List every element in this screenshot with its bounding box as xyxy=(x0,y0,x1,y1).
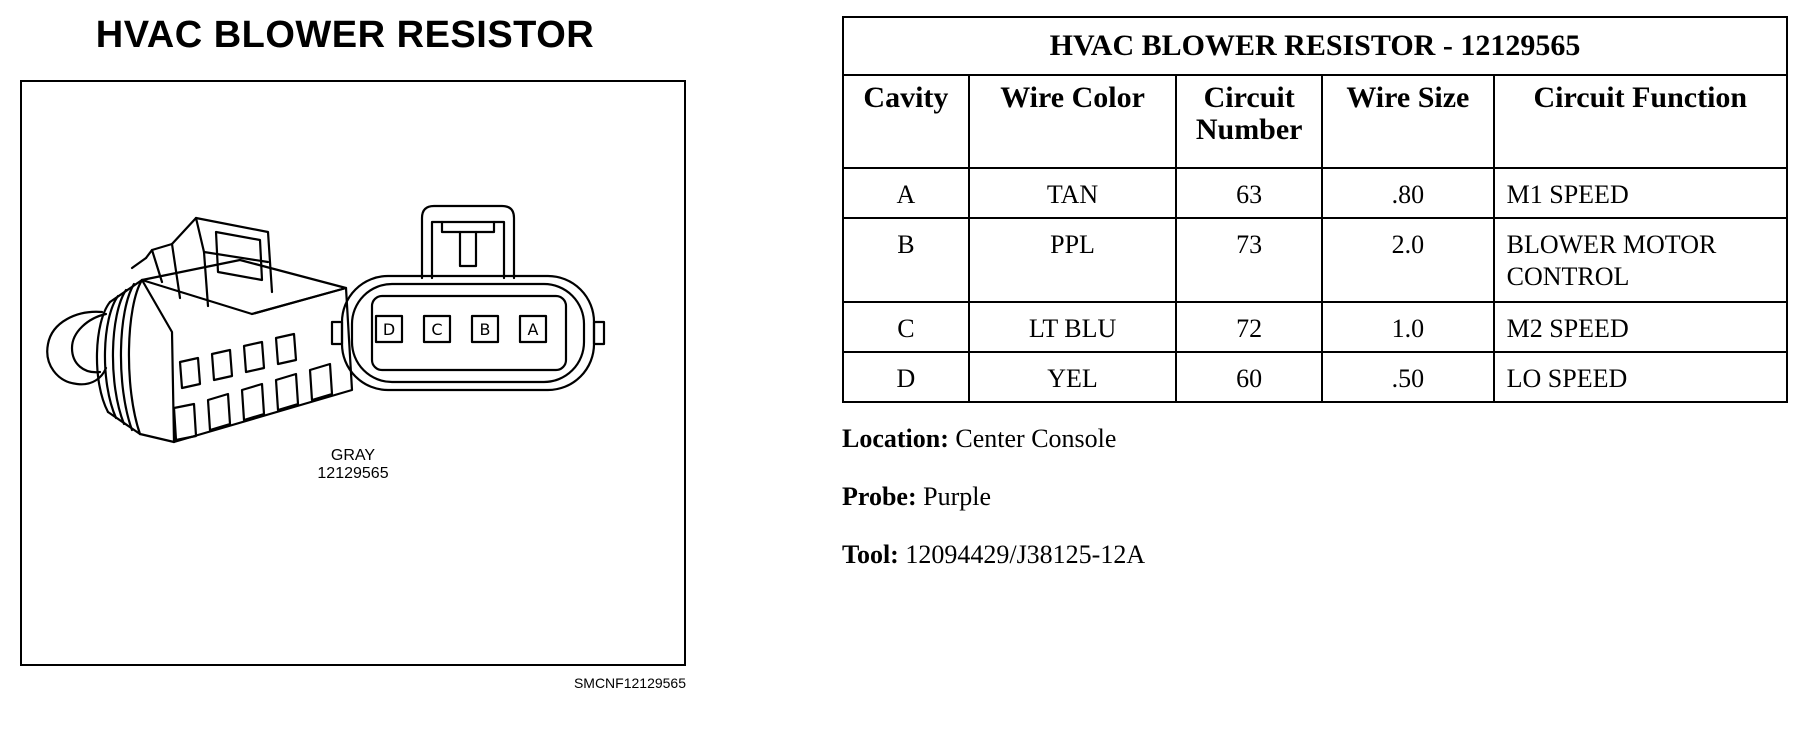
table-row xyxy=(843,218,1787,302)
table-row xyxy=(843,168,1787,218)
cell-wire-color: TAN xyxy=(969,168,1176,218)
cell-wire-color: YEL xyxy=(969,352,1176,402)
table-row xyxy=(843,352,1787,402)
connector-color-label: GRAY xyxy=(330,447,376,464)
location-value: Center Console xyxy=(955,424,1117,453)
cell-size: .80 xyxy=(1322,168,1494,218)
cavity-label-c: C xyxy=(431,320,443,339)
cell-circuit: 63 xyxy=(1176,168,1322,218)
header-wire-color: Wire Color xyxy=(969,75,1176,168)
cell-function: BLOWER MOTOR CONTROL xyxy=(1494,218,1787,302)
figure-reference: SMCNF12129565 xyxy=(573,675,686,691)
header-wire-size: Wire Size xyxy=(1322,75,1494,168)
table-header-row xyxy=(843,75,1787,168)
cell-circuit: 73 xyxy=(1176,218,1322,302)
probe-label: Probe: xyxy=(842,482,917,511)
header-cavity: Cavity xyxy=(843,75,969,168)
header-circuit-function: Circuit Function xyxy=(1494,75,1787,168)
cell-size: .50 xyxy=(1322,352,1494,402)
connector-front-view xyxy=(332,206,604,390)
connector-figure xyxy=(20,80,686,666)
cavity-label-d: D xyxy=(382,320,396,339)
diagram-title: HVAC BLOWER RESISTOR xyxy=(95,14,595,56)
cavity-label-a: A xyxy=(527,320,539,339)
tool-label: Tool: xyxy=(842,540,899,569)
cell-circuit: 72 xyxy=(1176,302,1322,352)
cell-function: LO SPEED xyxy=(1494,352,1787,402)
cell-size: 1.0 xyxy=(1322,302,1494,352)
probe-value: Purple xyxy=(923,482,992,511)
pinout-table xyxy=(842,16,1788,403)
cell-cavity: B xyxy=(843,218,969,302)
cell-circuit: 60 xyxy=(1176,352,1322,402)
connector-side-view xyxy=(47,218,352,442)
cell-function: M2 SPEED xyxy=(1494,302,1787,352)
cell-wire-color: LT BLU xyxy=(969,302,1176,352)
cell-function: M1 SPEED xyxy=(1494,168,1787,218)
header-circuit-number: Circuit Number xyxy=(1176,75,1322,168)
cell-wire-color: PPL xyxy=(969,218,1176,302)
connector-illustration xyxy=(22,82,688,668)
tool-line xyxy=(842,540,1145,570)
table-title: HVAC BLOWER RESISTOR - 12129565 xyxy=(843,17,1787,75)
location-label: Location: xyxy=(842,424,949,453)
location-line xyxy=(842,424,1116,454)
cell-cavity: D xyxy=(843,352,969,402)
cell-cavity: A xyxy=(843,168,969,218)
tool-value: 12094429/J38125-12A xyxy=(905,540,1146,569)
probe-line xyxy=(842,482,991,512)
cell-size: 2.0 xyxy=(1322,218,1494,302)
table-row xyxy=(843,302,1787,352)
cell-cavity: C xyxy=(843,302,969,352)
cavity-label-b: B xyxy=(479,320,491,339)
connector-part-number: 12129565 xyxy=(317,465,389,482)
